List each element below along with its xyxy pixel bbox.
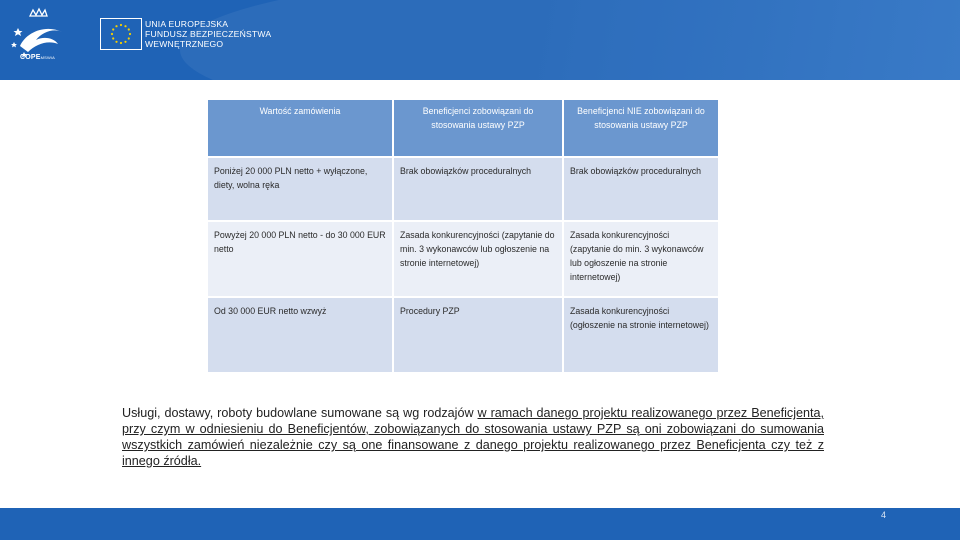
table-row (207, 157, 719, 221)
table-cell: Powyżej 20 000 PLN netto - do 30 000 EUR netto (207, 221, 393, 297)
eu-star-icon (120, 24, 122, 26)
note-underlined-text: w ramach danego projektu realizowanego przez Beneficjenta, przy czym w odniesieniu do Beneficjentów, zobowiązanych do stosowania ustawy PZP są oni zobowiązani do sumowania wszystkich zamówień niezależnie czy są one finansowane z danego projektu realizowanego przez Beneficjenta czy też z innego źródła. (122, 406, 825, 468)
header-cell: Wartość zamówienia (207, 99, 393, 157)
table-header-row (207, 99, 719, 157)
page-number: 4 (880, 510, 886, 520)
eu-star-icon (129, 33, 131, 35)
table-cell: Brak obowiązków proceduralnych (393, 157, 563, 221)
eu-star-icon (115, 25, 117, 27)
eu-star-icon (120, 42, 122, 44)
eu-star-icon (128, 28, 130, 30)
header-swoosh (180, 0, 960, 80)
header-band (0, 0, 960, 80)
eu-fund-label: UNIA EUROPEJSKA FUNDUSZ BEZPIECZEŃSTWA WEWNĘTRZNEGO (145, 19, 272, 49)
table-cell: Poniżej 20 000 PLN netto + wyłączone, diety, wolna ręka (207, 157, 393, 221)
summation-note (122, 405, 824, 469)
procurement-table (206, 98, 720, 374)
table-row (207, 297, 719, 373)
footer-band (0, 508, 960, 540)
table-cell: Brak obowiązków proceduralnych (563, 157, 719, 221)
table-cell: Zasada konkurencyjności (zapytanie do min. 3 wykonawców lub ogłoszenie na stronie internetowej) (393, 221, 563, 297)
header-cell: Beneficjenci NIE zobowiązani do stosowania ustawy PZP (563, 99, 719, 157)
table-row (207, 221, 719, 297)
eu-star-icon (124, 25, 126, 27)
cope-logo-text: COPEMSWiA (20, 54, 55, 61)
eu-star-icon (112, 28, 114, 30)
eu-flag-icon (100, 18, 142, 50)
eu-star-icon (115, 41, 117, 43)
table-cell: Zasada konkurencyjności (zapytanie do min. 3 wykonawców lub ogłoszenie na stronie internetowej) (563, 221, 719, 297)
eu-star-icon (124, 41, 126, 43)
eu-star-icon (112, 37, 114, 39)
eu-star-icon (128, 37, 130, 39)
note-plain-text: Usługi, dostawy, roboty budowlane sumowane są wg rodzajów (122, 406, 478, 420)
table-cell: Zasada konkurencyjności (ogłoszenie na stronie internetowej) (563, 297, 719, 373)
table-cell: Od 30 000 EUR netto wzwyż (207, 297, 393, 373)
table-cell: Procedury PZP (393, 297, 563, 373)
eu-star-icon (111, 33, 113, 35)
header-cell: Beneficjenci zobowiązani do stosowania ustawy PZP (393, 99, 563, 157)
